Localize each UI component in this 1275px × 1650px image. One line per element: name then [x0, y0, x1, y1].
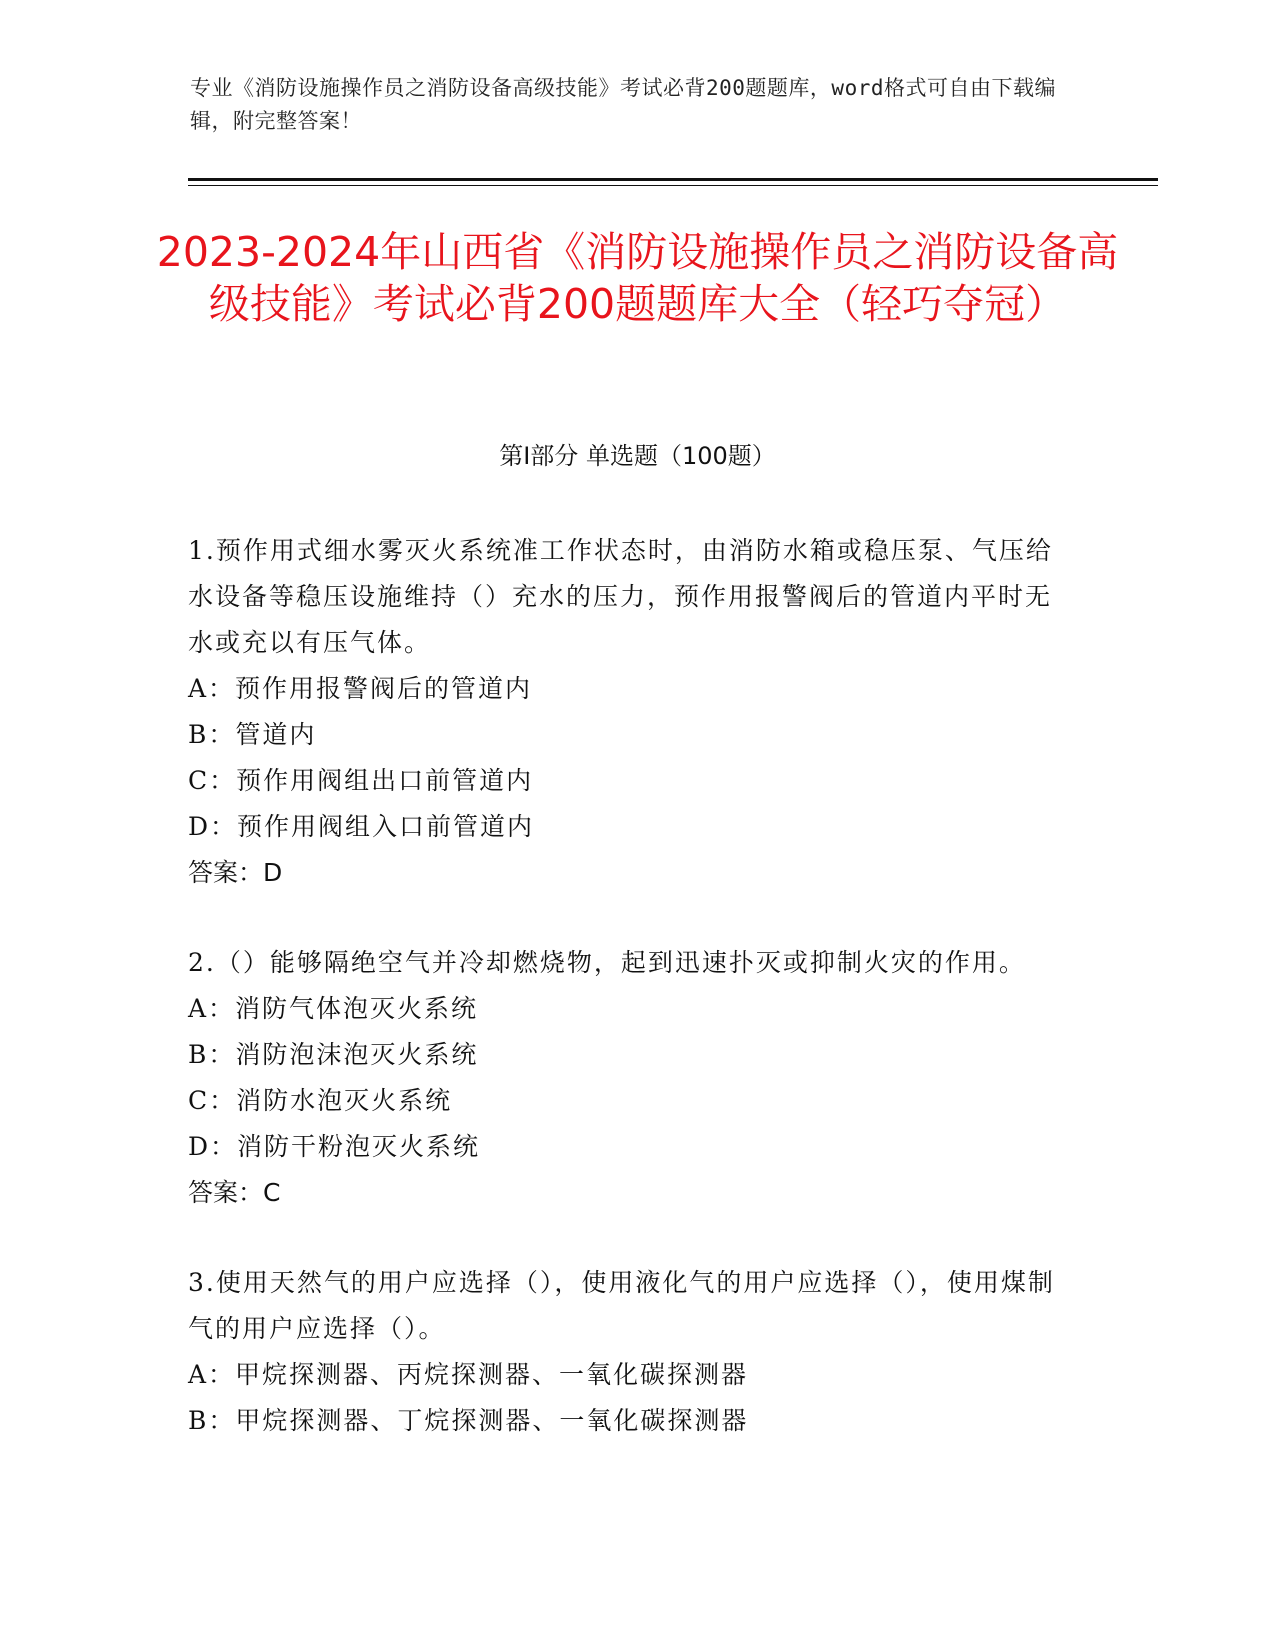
option-a: A：甲烷探测器、丙烷探测器、一氧化碳探测器	[188, 1360, 749, 1389]
document-title: 2023-2024年山西省《消防设施操作员之消防设备高级技能》考试必背200题题库大全（轻巧夺冠）	[156, 228, 1119, 328]
header-rule-thick	[188, 178, 1158, 181]
option-a: A：预作用报警阀后的管道内	[188, 674, 533, 703]
question-stem: 1.预作用式细水雾灭火系统准工作状态时，由消防水箱或稳压泵、气压给水设备等稳压设施维持（）充水的压力，预作用报警阀后的管道内平时无水或充以有压气体。	[188, 536, 1053, 657]
question-2	[188, 940, 1068, 1216]
question-3	[188, 1260, 1068, 1444]
header-note: 专业《消防设施操作员之消防设备高级技能》考试必背200题题库，word格式可自由下载编辑，附完整答案！	[190, 76, 1056, 133]
section-heading: 第Ⅰ部分 单选题（100题）	[499, 442, 776, 470]
option-b: B：消防泡沫泡灭火系统	[188, 1040, 479, 1069]
option-d: D：预作用阀组入口前管道内	[188, 812, 535, 841]
header-rule-thin	[188, 185, 1158, 186]
option-a: A：消防气体泡灭火系统	[188, 994, 479, 1023]
answer-line: 答案：C	[188, 1178, 281, 1207]
question-list	[188, 528, 1068, 1444]
question-spacer	[188, 1216, 1068, 1260]
question-1	[188, 528, 1068, 896]
question-stem: 2.（）能够隔绝空气并冷却燃烧物，起到迅速扑灭或抑制火灾的作用。	[188, 948, 1026, 977]
question-spacer	[188, 896, 1068, 940]
option-c: C：预作用阀组出口前管道内	[188, 766, 534, 795]
question-stem: 3.使用天然气的用户应选择（），使用液化气的用户应选择（），使用煤制气的用户应选择（）。	[188, 1268, 1055, 1343]
option-c: C：消防水泡灭火系统	[188, 1086, 453, 1115]
option-b: B：管道内	[188, 720, 317, 749]
answer-line: 答案：D	[188, 858, 283, 887]
option-b: B：甲烷探测器、丁烷探测器、一氧化碳探测器	[188, 1406, 749, 1435]
option-d: D：消防干粉泡灭火系统	[188, 1132, 481, 1161]
